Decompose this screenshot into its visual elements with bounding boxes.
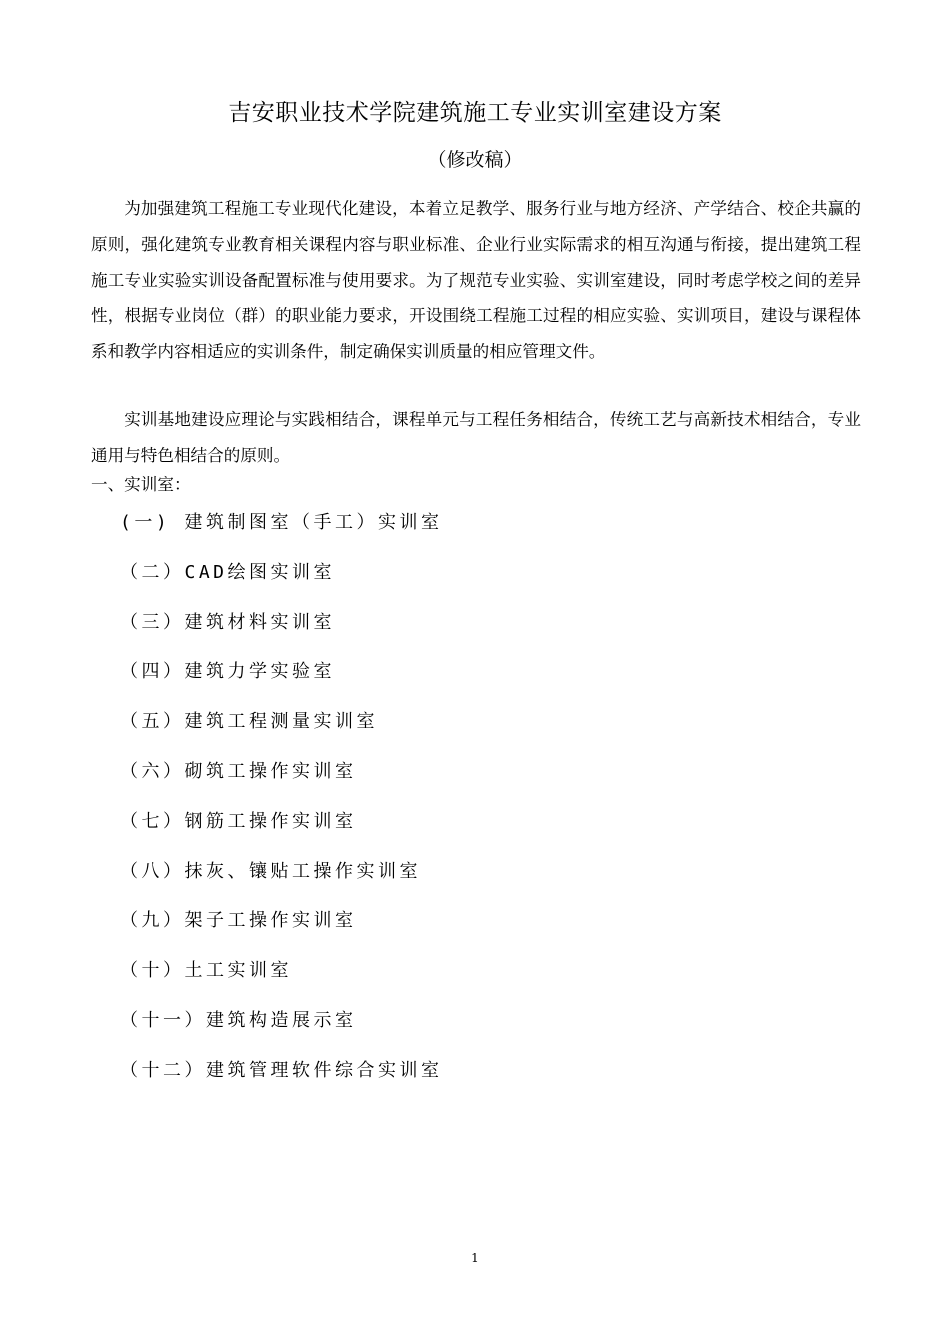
list-item: （二）CAD绘图实训室 (120, 561, 336, 583)
section-heading-training-rooms: 一、实训室： (91, 475, 191, 494)
list-item: （五）建筑工程测量实训室 (120, 711, 378, 733)
list-item: （十一）建筑构造展示室 (120, 1009, 357, 1031)
list-item: （四）建筑力学实验室 (120, 661, 335, 683)
list-item: （七）钢筋工操作实训室 (120, 810, 357, 832)
training-room-list (120, 503, 443, 1101)
list-item: （三）建筑材料实训室 (120, 611, 335, 633)
list-item: (一) 建筑制图室（手工）实训室 (120, 512, 443, 533)
list-item: （十二）建筑管理软件综合实训室 (120, 1059, 443, 1081)
intro-paragraph: 为加强建筑工程施工专业现代化建设，本着立足教学、服务行业与地方经济、产学结合、校企共赢的原则，强化建筑专业教育相关课程内容与职业标准、企业行业实际需求的相互沟通与衔接，提出建筑工程施工专业实验实训设备配置标准与使用要求。为了规范专业实验、实训室建设，同时考虑学校之间的差异性，根据专业岗位（群）的职业能力要求，开设围绕工程施工过程的相应实验、实训项目，建设与课程体系和教学内容相适应的实训条件，制定确保实训质量的相应管理文件。 (91, 199, 861, 362)
page-number: 1 (471, 1251, 479, 1265)
list-item: （十）土工实训室 (120, 960, 292, 982)
document-subtitle: （修改稿） (427, 149, 523, 171)
list-item: （八）抹灰、镶贴工操作实训室 (120, 860, 421, 882)
list-item: （六）砌筑工操作实训室 (120, 760, 357, 782)
document-title: 吉安职业技术学院建筑施工专业实训室建设方案 (228, 100, 722, 126)
principle-paragraph: 实训基地建设应理论与实践相结合，课程单元与工程任务相结合，传统工艺与高新技术相结合，专业通用与特色相结合的原则。 (91, 410, 861, 465)
list-item: （九）架子工操作实训室 (120, 910, 357, 932)
